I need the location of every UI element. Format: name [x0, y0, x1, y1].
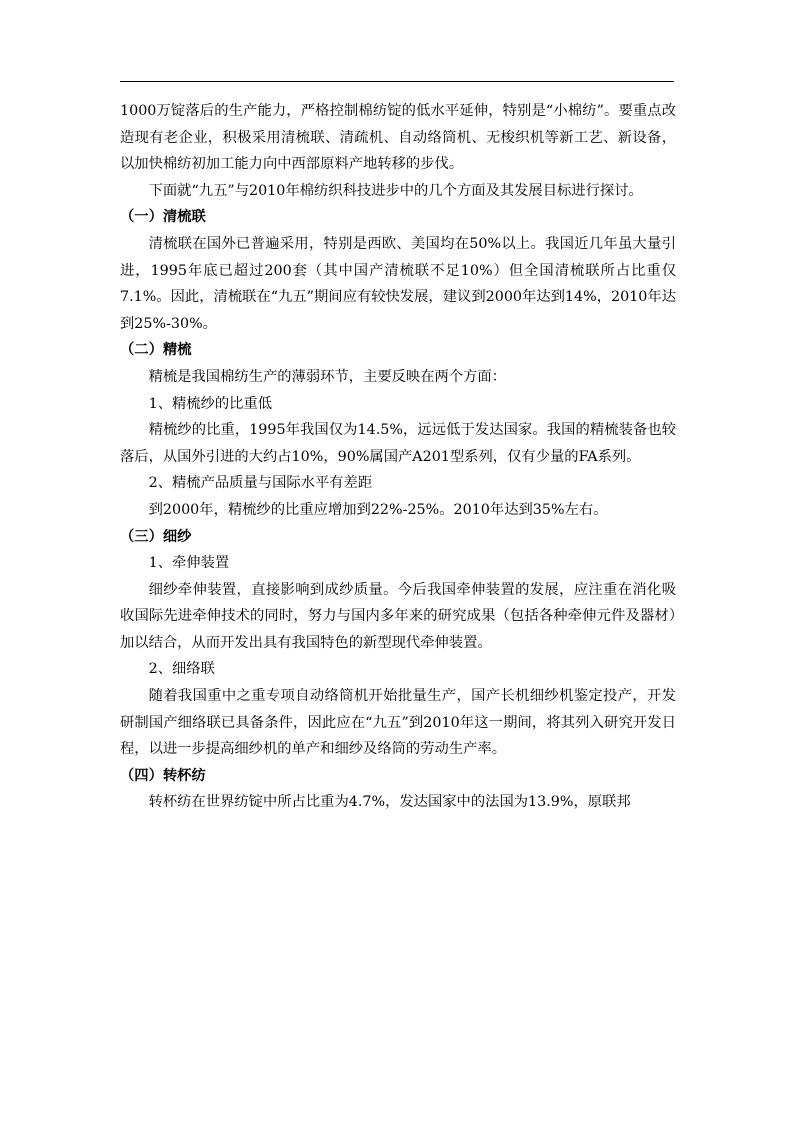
section-heading-2: （二）精梳 [120, 342, 192, 359]
paragraph-rotor-spinning: 转杯纺在世界纺锭中所占比重为4.7%，发达国家中的法国为13.9%，原联邦 [148, 794, 631, 811]
subheading-combing-2: 2、精梳产品质量与国际水平有差距 [148, 475, 373, 492]
subheading-spinning-2: 2、细络联 [148, 661, 215, 678]
section-heading-3: （三）细纱 [120, 528, 192, 545]
paragraph-blowing-carding: 清梳联在国外已普遍采用，特别是西欧、美国均在50%以上。我国近几年虽大量引进，1995年底已超过200套（其中国产清梳联不足10%）但全国清梳联所占比重仅7.1%。因此，清梳联在“九五”期间应有较快发展，建议到2000年达到14%，2010年达到25%-30%。 [120, 235, 676, 332]
header-rule [120, 81, 674, 82]
paragraph-intro: 1000万锭落后的生产能力，严格控制棉纺锭的低水平延伸，特别是“小棉纺”。要重点改造现有老企业，积极采用清梳联、清疏机、自动络筒机、无梭织机等新工艺、新设备，以加快棉纺初加工能力向中西部原料产地转移的步伐。 [120, 103, 676, 173]
section-heading-4: （四）转杯纺 [120, 767, 206, 784]
subheading-combing-1: 1、精梳纱的比重低 [148, 395, 273, 412]
body-text [120, 98, 676, 816]
paragraph-combing-intro: 精梳是我国棉纺生产的薄弱环节，主要反映在两个方面： [148, 368, 507, 385]
paragraph-discussion: 下面就“九五”与2010年棉纺织科技进步中的几个方面及其发展目标进行探讨。 [148, 182, 643, 199]
paragraph-combing-target: 到2000年，精梳纱的比重应增加到22%-25%。2010年达到35%左右。 [148, 501, 608, 518]
paragraph-link-winding: 随着我国重中之重专项自动络筒机开始批量生产，国产长机细纱机鉴定投产，开发研制国产细络联已具备条件，因此应在“九五”到2010年这一期间，将其列入研究开发日程，以进一步提高细纱机的单产和细纱及络筒的劳动生产率。 [120, 688, 676, 758]
subheading-spinning-1: 1、牵伸装置 [148, 555, 230, 572]
section-heading-1: （一）清梳联 [120, 209, 206, 226]
paragraph-combing-ratio: 精梳纱的比重，1995年我国仅为14.5%，远远低于发达国家。我国的精梳装备也较落后，从国外引进的大约占10%，90%属国产A201型系列，仅有少量的FA系列。 [120, 422, 676, 465]
paragraph-drafting: 细纱牵伸装置，直接影响到成纱质量。今后我国牵伸装置的发展，应注重在消化吸收国际先进牵伸技术的同时，努力与国内多年来的研究成果（包括各种牵伸元件及器材）加以结合，从而开发出具有我国特色的新型现代牵伸装置。 [120, 581, 676, 651]
